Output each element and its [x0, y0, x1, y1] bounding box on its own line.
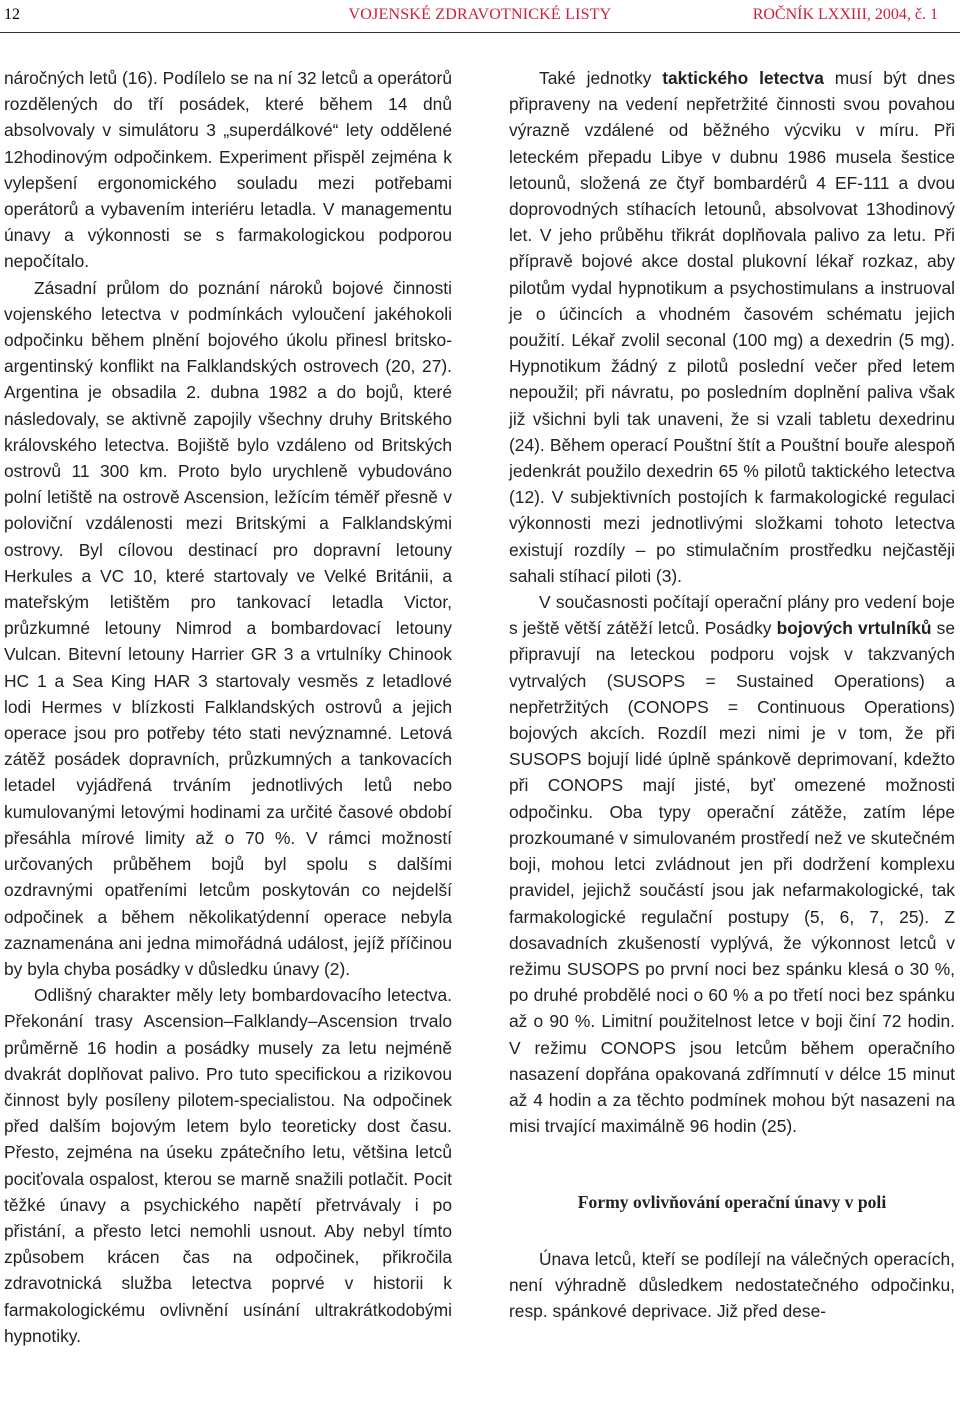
- right-paragraph-1: [509, 65, 955, 589]
- right-p2-bold: bojových vrtulníků: [776, 618, 932, 639]
- page-number: 12: [4, 6, 20, 23]
- page-header: [0, 0, 960, 30]
- right-p1-text-b: musí být dnes připraveny na vedení nepřetržité činnosti svou povahou výrazně vzdálené od běžného výcviku v míru. Při leteckém přepadu Libye v dubnu 1986 musela šestice letounů, složená ze čtyř bombardérů 4 EF-111 a dvou doprovodných stíhacích letounů, absolvovat 13hodinový let. V jeho průběhu třikrát doplňovala palivo za letu. Při přípravě bojové akce dostal plukovní lékař rozkaz, aby pilotům vydal hypnotikum a psychostimulans a instruoval je o účincích a vhodném časovém schématu jejich použití. Lékař zvolil seconal (100 mg) a dexedrin (5 mg). Hypnotikum žádný z pilotů poslední večer před letem nepoužil; při návratu, po posledním doplnění paliva však již všichni byli tak unaveni, že si vzali tabletu dexedrinu (24). Během operací Pouštní štít a Pouštní bouře alespoň jedenkrát použilo dexedrin 65 % pilotů taktického letectva (12). V subjektivních postojích k farmakologické regulaci výkonnosti mezi jednotlivými složkami tohoto letectva existují rozdíly – po stimulačním prostředku nejčastěji sahali stíhací piloti (3).: [509, 68, 956, 586]
- right-paragraph-2: [509, 589, 955, 1139]
- right-p2-text-b: se připravují na leteckou podporu vojsk v takzvaných vytrvalých (SUSOPS = Sustained Operations) a nepřetržitých (CONOPS = Continuous Operations) bojových akcích. Rozdíl mezi nimi je v tom, že při SUSOPS bojují lidé úplně spánkově deprimovaní, kdežto při CONOPS mají jisté, byť omezené možnosti odpočinku. Oba typy operační zátěže, zatím lépe prozkoumané v simulovaném prostředí než ve skutečném boji, mohou letci zvládnout jen při dodržení komplexu pravidel, jejichž součástí jsou jak nefarmakologické, tak farmakologické regulační postupy (5, 6, 7, 25). Z dosavadních zkušeností vyplývá, že výkonnost letců v režimu SUSOPS po první noci bez spánku klesá o 30 %, po druhé probdělé noci o 60 % a po třetí noci bez spánku až o 90 %. Limitní použitelnost letce v boji činí 72 hodin. V režimu CONOPS jsou letcům během operačního nasazení dopřána opakovaná zdřímnutí v délce 15 minut až 4 hodin a za těchto podmínek mohou být nasazeni na misi trvající maximálně 96 hodin (25).: [509, 618, 955, 1137]
- section-title: Formy ovlivňování operační únavy v poli: [577, 1192, 887, 1213]
- right-p1-bold: taktického letectva: [662, 68, 824, 88]
- issue-info: ROČNÍK LXXIII, 2004, č. 1: [752, 6, 938, 23]
- right-column: [509, 65, 955, 1324]
- right-p2-text-a: V současnosti počítají operační plány pro vedení boje s ještě větší zátěží letců. Posádky: [509, 592, 955, 639]
- journal-title: VOJENSKÉ ZDRAVOTNICKÉ LISTY: [348, 6, 612, 23]
- right-p1-text-a: Také jednotky: [539, 68, 663, 88]
- left-paragraph-3: Odlišný charakter měly lety bombardovacího letectva. Překonání trasy Ascension–Falklandy–Ascension trvalo průměrně 16 hodin a posádky musely za letu nejméně dvakrát doplňovat palivo. Pro tuto specifickou a rizikovou činnost byly posíleny pilotem-specialistou. Na odpočinek před dalším bojovým letem bylo teoreticky dost času. Přesto, zejména na úseku zpátečního letu, většina letců pociťovala ospalost, kterou se marně snažili potlačit. Pocit těžké únavy a psychického napětí přetrvávaly i po přistání, a přesto letci nemohli usnout. Aby nebyl tímto způsobem krácen čas na odpočinek, přikročila zdravotnická služba letectva poprvé v historii k farmakologickému ovlivnění usínání ultrakrátkodobými hypnotiky.: [4, 985, 452, 1346]
- right-paragraph-3: Únava letců, kteří se podílejí na válečných operacích, není výhradně důsledkem nedostatečného odpočinku, resp. spánkové deprivace. Již před dese-: [509, 1248, 955, 1321]
- left-paragraph-1: náročných letů (16). Podílelo se na ní 32 letců a operátorů rozdělených do tří posádek, které během 14 dnů absolvovaly v simulátoru 3 „superdálkové“ lety oddělené 12hodinovým odpočinkem. Experiment přispěl zejména k vylepšení ergonomického souladu mezi potřebami operátorů a vybavením interiéru letadla. V managementu únavy a výkonnosti se s farmakologickou podporou nepočítalo.: [4, 68, 452, 272]
- left-column: [4, 65, 452, 1349]
- header-rule: [0, 32, 960, 33]
- left-paragraph-2: Zásadní průlom do poznání nároků bojové činnosti vojenského letectva v podmínkách vyloučení jakéhokoli odpočinku během plnění bojového úkolu přinesl britsko-argentinský konflikt na Falklandských ostrovech (20, 27). Argentina je obsadila 2. dubna 1982 a do bojů, které následovaly, se aktivně zapojily všechny druhy Britského královského letectva. Bojiště bylo vzdáleno od Britských ostrovů 11 300 km. Proto bylo urychleně vybudováno polní letiště na ostrově Ascension, ležícím téměř přesně v poloviční vzdálenosti mezi Britskými a Falklandskými ostrovy. Byl cílovou destinací pro dopravní letouny Herkules a VC 10, které startovaly ve Velké Británii, a mateřským letištěm pro tankovací letadla Victor, průzkumné letouny Nimrod a bombardovací letouny Vulcan. Bitevní letouny Harrier GR 3 a vrtulníky Chinook HC 1 a Sea King HAR 3 startovaly vesměs z letadlové lodi Hermes v blízkosti Falklandských ostrovů a jejich operace jsou pro potřeby této stati nevýznamné. Letová zátěž posádek dopravních, průzkumných a tankovacích letadel vyjádřená trváním jednotlivých letů nebo kumulovanými letovými hodinami za určité časové období přesáhla mírové limity až o 70 %. V rámci možností určovaných průběhem bojů byl spolu s dalšími ozdravnými opatřeními letcům poskytován co nejdelší odpočinek a během několikatýdenní operace nebyla zaznamenána ani jedna mimořádná událost, jejíž příčinou by byla chyba posádky v důsledku únavy (2).: [4, 277, 452, 979]
